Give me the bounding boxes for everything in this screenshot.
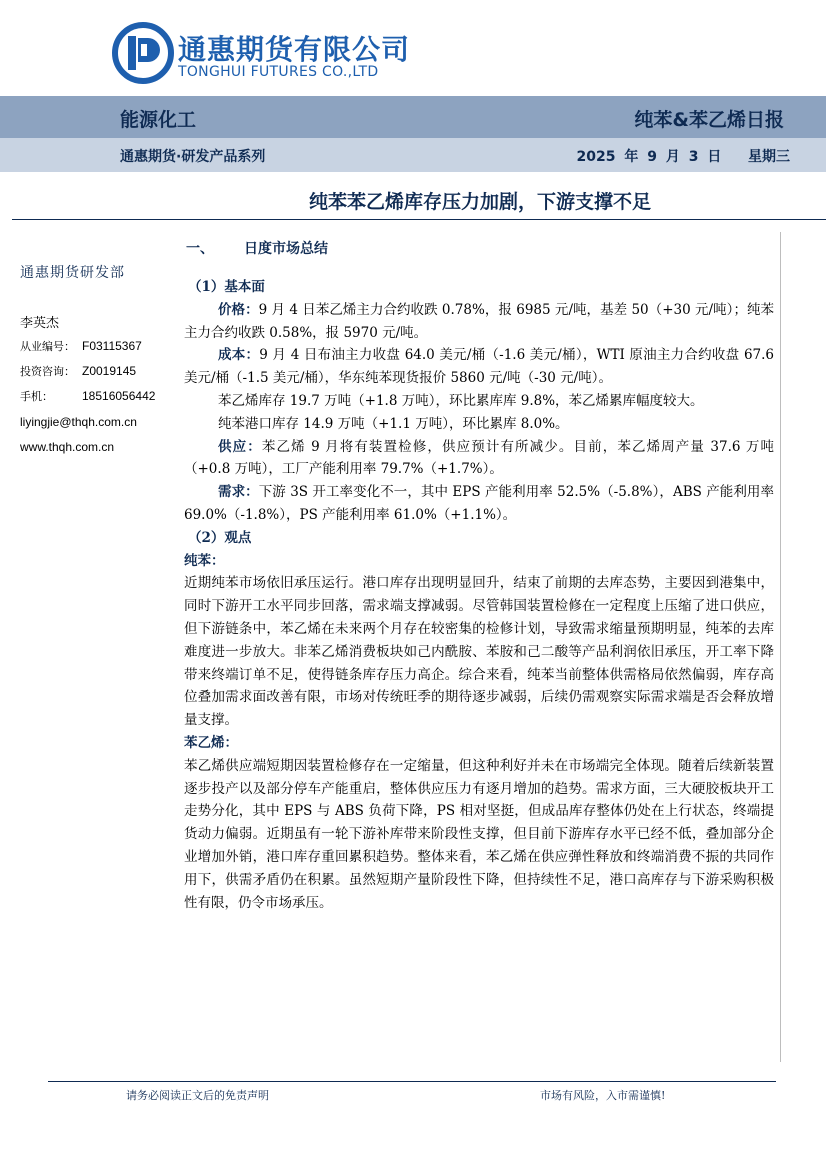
logo-company-name-en: TONGHUI FUTURES CO.,LTD — [178, 64, 379, 80]
report-body — [184, 276, 774, 914]
license-value: F03115367 — [82, 339, 142, 353]
consult-label: 投资咨询： — [20, 365, 75, 378]
price-paragraph — [184, 299, 774, 345]
research-dept: 通惠期货研发部 — [20, 265, 125, 281]
license-row — [20, 338, 142, 354]
company-website[interactable]: www.thqh.com.cn — [20, 440, 115, 454]
demand-label: 需求： — [218, 484, 259, 501]
benzene-view-paragraph: 近期纯苯市场依旧承压运行。港口库存出现明显回升，结束了前期的去库态势，主要因到港集中，同时下游开工水平同步回落，需求端支撑减弱。尽管韩国装置检修在一定程度上压缩了进口供应，但下游链条中，苯乙烯在未来两个月存在较密集的检修计划，导致需求缩量预期明显，纯苯的去库难度进一步放大。非苯乙烯消费板块如己内酰胺、苯胺和己二酸等产品利润依旧承压，开工率下降带来终端订单不足，使得链条库存压力高企。综合来看，纯苯当前整体供需格局依然偏弱，库存高位叠加需求面改善有限，市场对传统旺季的期待逐步减弱，后续仍需观察实际需求端是否会释放增量支撑。 — [184, 575, 774, 729]
consult-row — [20, 363, 136, 379]
views-heading: （2）观点 — [188, 529, 252, 546]
company-logo — [112, 22, 412, 86]
report-date — [577, 146, 790, 166]
footer-risk-notice: 市场有风险，入市需谨慎! — [540, 1089, 666, 1102]
date-text: 2025 年 9 月 3 日 — [576, 149, 722, 165]
analyst-name: 李英杰 — [20, 316, 60, 331]
price-label: 价格： — [218, 301, 259, 318]
benzene-view-label: 纯苯： — [184, 552, 225, 569]
header-subband — [0, 138, 826, 172]
series-label: 通惠期货·研发产品系列 — [120, 149, 266, 165]
styrene-inventory-paragraph: 苯乙烯库存 19.7 万吨（+1.8 万吨），环比累库库 9.8%，苯乙烯累库幅度较大。 — [218, 392, 704, 409]
section-number: 一、 — [186, 241, 214, 257]
right-margin-rule — [780, 232, 781, 1062]
section-title: 日度市场总结 — [244, 241, 328, 257]
styrene-view-paragraph: 苯乙烯供应端短期因装置检修存在一定缩量，但这种利好并未在市场端完全体现。随着后续新装置逐步投产以及部分停车产能重启，整体供应压力有逐月增加的趋势。需求方面，三大硬胶板块开工走势分化，其中 EPS 与 ABS 负荷下降，PS 相对坚挺，但成品库存整体仍处在上行状态，终端提货动力偏弱。近期虽有一轮下游补库带来阶段性支撑，但目前下游库存水平已经不低，叠加部分企业增加外销，港口库存重回累积趋势。整体来看，苯乙烯在供应弹性释放和终端消费不振的共同作用下，供需矛盾仍在积累。虽然短期产量阶段性下降，但持续性不足，港口高库存与下游采购积极性有限，仍令市场承压。 — [184, 757, 774, 911]
consult-value: Z0019145 — [82, 364, 137, 378]
footer-divider — [48, 1081, 776, 1082]
logo-mark-icon — [112, 22, 174, 84]
footer-disclaimer: 请务必阅读正文后的免责声明 — [126, 1089, 269, 1102]
page-title: 纯苯苯乙烯库存压力加剧，下游支撑不足 — [308, 191, 651, 213]
cost-text: 9 月 4 日布油主力收盘 64.0 美元/桶（-1.6 美元/桶），WTI 原油主力合约收盘 67.6 美元/桶（-1.5 美元/桶），华东纯苯现货报价 5860 元/吨（-30 元/吨）。 — [184, 347, 775, 387]
supply-paragraph — [184, 436, 774, 482]
report-name: 纯苯&苯乙烯日报 — [634, 109, 784, 131]
benzene-inventory-paragraph: 纯苯港口库存 14.9 万吨（+1.1 万吨），环比累库 8.0%。 — [218, 415, 569, 432]
supply-label: 供应： — [218, 438, 262, 455]
title-divider — [12, 219, 826, 220]
license-label: 从业编号： — [20, 340, 75, 353]
demand-paragraph — [184, 481, 774, 527]
logo-company-name-cn: 通惠期货有限公司 — [178, 33, 411, 66]
phone-label: 手机： — [20, 390, 53, 403]
section-heading — [186, 238, 328, 258]
supply-text: 苯乙烯 9 月将有装置检修，供应预计有所减少。目前，苯乙烯周产量 37.6 万吨（+0.8 万吨），工厂产能利用率 79.7%（+1.7%）。 — [184, 438, 775, 478]
phone-row — [20, 388, 155, 404]
fundamentals-heading: （1）基本面 — [188, 279, 265, 295]
cost-label: 成本： — [218, 347, 260, 364]
header-band — [0, 96, 826, 138]
analyst-email[interactable]: liyingjie@thqh.com.cn — [20, 415, 137, 429]
sector-label: 能源化工 — [120, 109, 197, 131]
phone-value: 18516056442 — [82, 389, 156, 403]
price-text: 9 月 4 日苯乙烯主力合约收跌 0.78%，报 6985 元/吨，基差 50（+30 元/吨）；纯苯主力合约收跌 0.58%，报 5970 元/吨。 — [184, 301, 775, 341]
styrene-view-label: 苯乙烯： — [184, 734, 238, 751]
cost-paragraph — [184, 344, 774, 390]
demand-text: 下游 3S 开工率变化不一，其中 EPS 产能利用率 52.5%（-5.8%），ABS 产能利用率 69.0%（-1.8%），PS 产能利用率 61.0%（+1.1%）。 — [184, 484, 775, 523]
weekday-text: 星期三 — [748, 149, 790, 165]
